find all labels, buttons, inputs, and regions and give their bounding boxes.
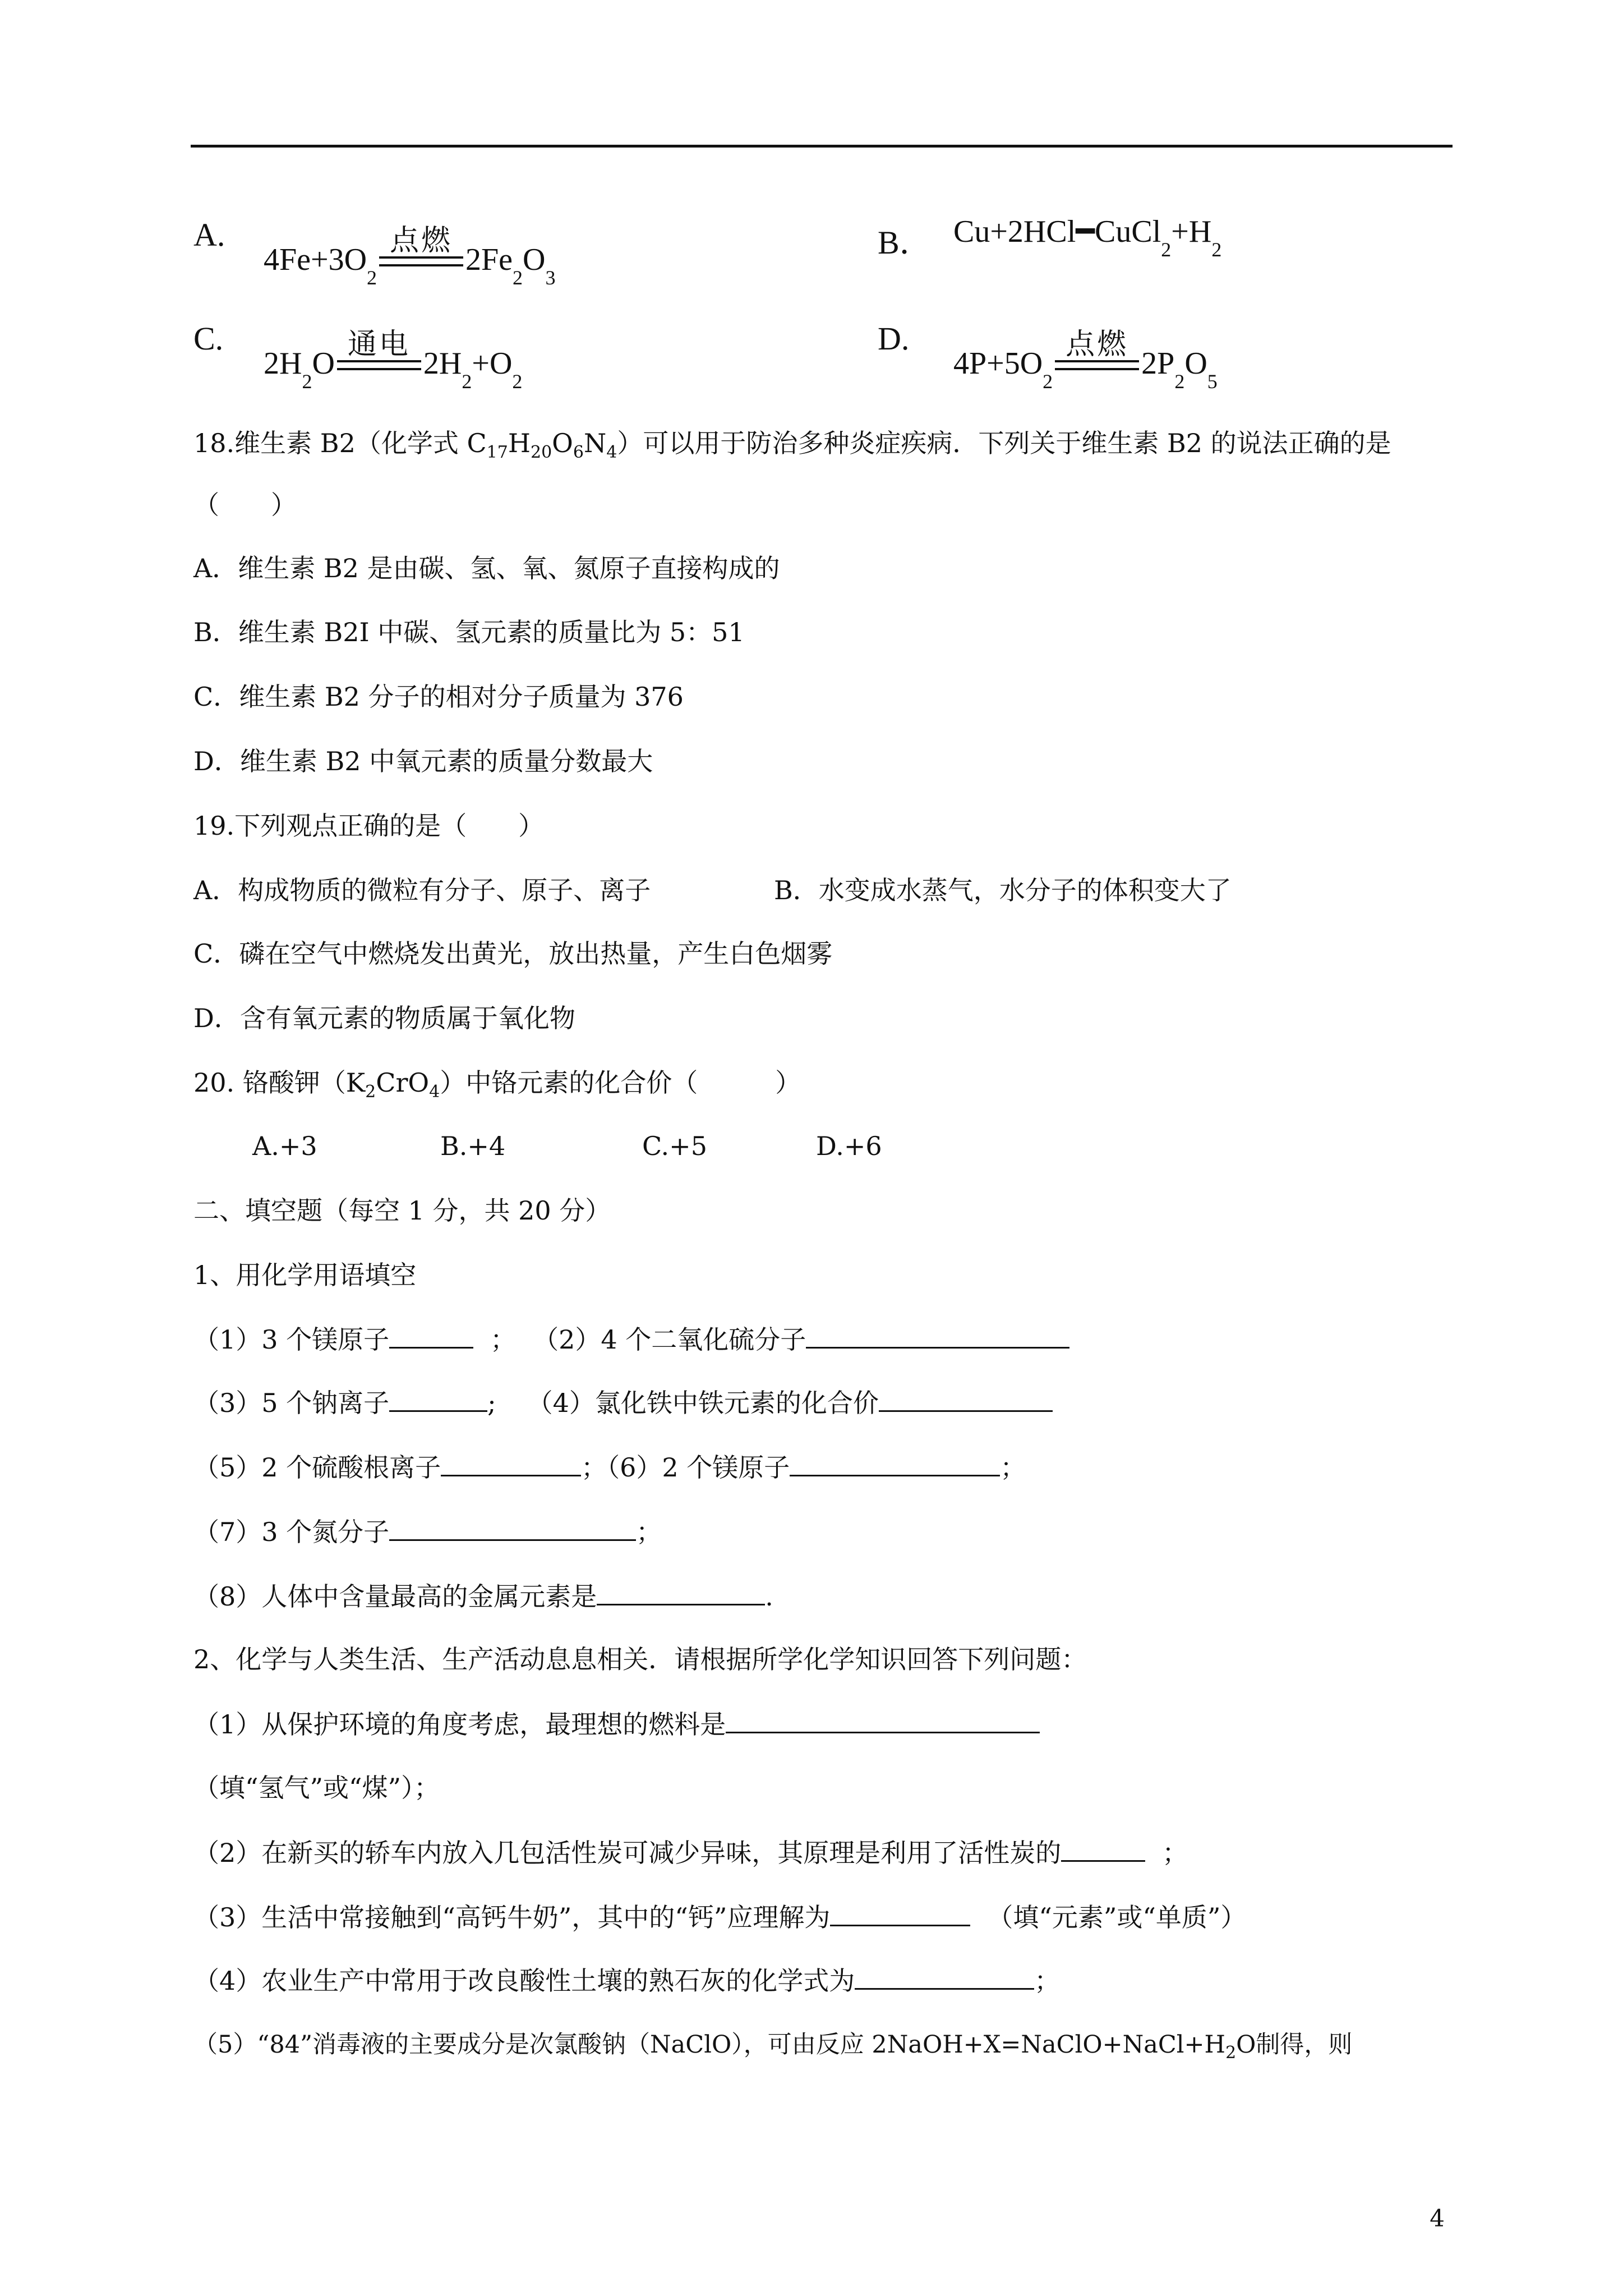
reaction-condition: 通电 [337, 329, 421, 381]
fill-q1-row-5: （8）人体中含量最高的金属元素是 . [193, 1579, 773, 1613]
fill-q2-title: 2、化学与人类生活、生产活动息息相关．请根据所学化学知识回答下列问题： [193, 1644, 1087, 1674]
option-c-letter: C. [193, 320, 224, 357]
q19-option-c: C．磷在空气中燃烧发出黄光，放出热量，产生白色烟雾 [193, 938, 833, 969]
q20-option-a: A.+3 [252, 1131, 317, 1161]
option-a-letter: A. [193, 217, 225, 253]
reaction-condition: 点燃 [379, 225, 463, 278]
reaction-condition: 点燃 [1055, 329, 1139, 381]
option-a-equation: 4Fe+3O 2 点燃 2Fe 2 O 3 [264, 224, 556, 289]
answer-blank[interactable] [726, 1707, 1040, 1733]
option-c-equation: 2H 2 O 通电 2H 2 +O 2 [264, 328, 523, 393]
answer-blank[interactable] [879, 1386, 1053, 1412]
q18-option-a: A．维生素 B2 是由碳、氢、氧、氮原子直接构成的 [193, 553, 780, 583]
answer-blank[interactable] [389, 1386, 487, 1412]
fill-q2-item-4: （4）农业生产中常用于改良酸性土壤的熟石灰的化学式为 ； [193, 1963, 1060, 1998]
q20-option-c: C.+5 [642, 1131, 707, 1161]
fill-q1-row-4: （7）3 个氮分子 ； [193, 1515, 662, 1549]
section-2-title: 二、填空题（每空 1 分，共 20 分） [193, 1195, 611, 1226]
option-b-equation: Cu+2HCl ━ CuCl 2 +H 2 [953, 214, 1222, 261]
fill-q1-row-3: （5）2 个硫酸根离子 ；（6）2 个镁原子 ； [193, 1450, 1026, 1484]
fill-q2-item-2: （2）在新买的轿车内放入几包活性炭可减少异味，其原理是利用了活性炭的 ； [193, 1835, 1188, 1870]
answer-blank[interactable] [389, 1322, 473, 1349]
option-b-letter: B． [878, 224, 932, 261]
option-d-letter: D. [878, 320, 910, 357]
fill-q2-item-5: （5）“84”消毒液的主要成分是次氯酸钠（NaClO），可由反应 $2NaOH+X=NaClO+NaCl+H_2O$制得，则 [193, 2031, 1353, 2063]
q19-option-d: D．含有氧元素的物质属于氧化物 [193, 1003, 575, 1033]
option-d-equation: 4P+5O 2 点燃 2P 2 O 5 [953, 328, 1218, 393]
answer-blank[interactable] [389, 1515, 636, 1541]
fill-q1-row-2: （3）5 个钠离子 ; （4）氯化铁中铁元素的化合价 [193, 1386, 1053, 1420]
answer-blank[interactable] [1061, 1835, 1145, 1862]
q20-stem: 20. 铬酸钾$(K_2CrO_4)$中铬元素的化合价（ ） [193, 1068, 801, 1102]
answer-blank[interactable] [855, 1963, 1034, 1990]
q18-paren: （ ） [193, 490, 297, 520]
fill-q2-item-1-cont: （填“氢气”或“煤”）； [193, 1773, 440, 1803]
answer-blank[interactable] [790, 1450, 1000, 1476]
q20-option-b: B.+4 [440, 1131, 506, 1161]
fill-q1-row-1: （1）3 个镁原子 ； （2）4 个二氧化硫分子 [193, 1322, 1069, 1356]
q20-option-d: D.+6 [816, 1131, 882, 1161]
answer-blank[interactable] [830, 1900, 970, 1926]
fill-q2-item-3: （3）生活中常接触到“高钙牛奶”，其中的“钙”应理解为 （填“元素”或“单质”） [193, 1900, 1246, 1934]
header-rule [191, 145, 1453, 148]
q18-option-c: C．维生素 B2 分子的相对分子质量为 376 [193, 682, 684, 712]
q19-stem: 19.下列观点正确的是（ ） [193, 811, 545, 841]
q19-option-b: B．水变成水蒸气，水分子的体积变大了 [774, 875, 1232, 905]
answer-blank[interactable] [441, 1450, 581, 1476]
q19-option-a: A．构成物质的微粒有分子、原子、离子 [193, 875, 651, 905]
answer-blank[interactable] [597, 1579, 765, 1605]
q18-option-d: D．维生素 B2 中氧元素的质量分数最大 [193, 746, 653, 776]
page-number: 4 [1430, 2205, 1445, 2232]
q18-option-b: B．维生素 B2I 中碳、氢元素的质量比为 5：51 [193, 617, 745, 647]
answer-blank[interactable] [806, 1322, 1069, 1349]
fill-q2-item-1: （1）从保护环境的角度考虑，最理想的燃料是 [193, 1707, 1040, 1741]
fill-q1-title: 1、用化学用语填空 [193, 1260, 417, 1290]
q18-stem: 18.维生素 B2（化学式 $C_{17}H_{20}O_6N_4$）可以用于防治多种炎症疾病．下列关于维生素 B2 的说法正确的是 [193, 428, 1391, 462]
